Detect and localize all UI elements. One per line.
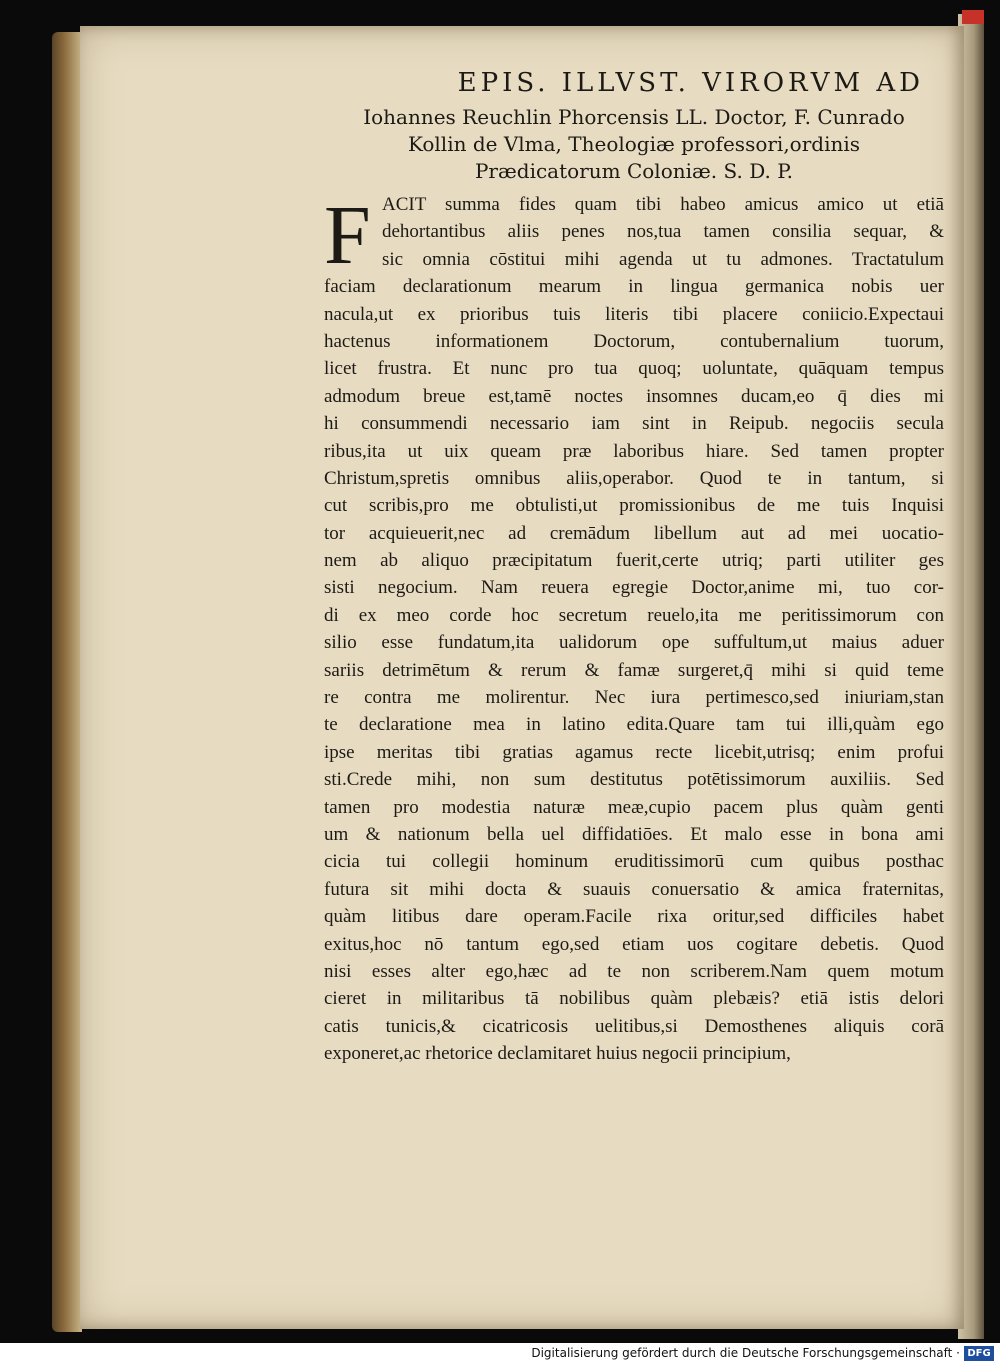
body-line: nacula,ut ex prioribus tuis literis tibi placere coniicio.Expectaui [324,303,944,325]
letter-heading [324,104,944,185]
body-line: futura sit mihi docta & suauis conuersatio & amica fraternitas, [324,878,944,900]
letter-body [324,191,944,1068]
body-line: ribus,ita ut uix queam præ laboribus hiare. Sed tamen propter [324,440,944,462]
body-line: sariis detrimētum & rerum & famæ surgeret,q̄ mihi si quid teme [324,659,944,681]
body-line: hi consummendi necessario iam sint in Reipub. negociis secula [324,413,944,435]
body-line: catis tunicis,& cicatricosis uelitibus,si Demosthenes aliquis corā [324,1015,944,1037]
body-line: licet frustra. Et nunc pro tua quoq; uoluntate, quāquam tempus [324,358,944,380]
body-line: nisi esses alter ego,hæc ad te non scriberem.Nam quem motum [324,960,944,982]
body-line: sic omnia cōstitui mihi agenda ut tu admones. Tractatulum [382,248,944,270]
body-line: um & nationum bella uel diffidatiōes. Et malo esse in bona ami [324,823,944,845]
drop-cap-initial: F [324,189,371,282]
footer-bar [0,1343,1000,1365]
book-edge-left [52,32,82,1332]
body-line: faciam declarationum mearum in lingua germanica nobis uer [324,276,944,298]
running-head: EPIS. ILLVST. VIRORVM AD [457,68,924,98]
body-line: sti.Crede mihi, non sum destitutus potētissimorum auxiliis. Sed [324,769,944,791]
body-line: cieret in militaribus tā nobilibus quàm plebæis? etiā istis delori [324,988,944,1010]
heading-line: Prædicatorum Coloniæ. S. D. P. [474,159,794,183]
body-line: di ex meo corde hoc secretum reuelo,ita me peritissimorum con [324,604,944,626]
body-line: ipse meritas tibi gratias agamus recte licebit,utrisq; enim profui [324,741,944,763]
body-line: ACIT summa fides quam tibi habeo amicus amico ut etiā [382,194,944,215]
color-tab-marker [962,10,984,24]
funding-credit: Digitalisierung gefördert durch die Deutsche Forschungsgemeinschaft · [531,1346,960,1360]
body-line: nem ab aliquo præcipitatum fuerit,certe utriq; parti utiliter ges [324,550,944,572]
body-line: admodum breue est,tamē noctes insomnes ducam,eo q̄ dies mi [324,385,944,407]
heading-line: Kollin de Vlma, Theologiæ professori,ordinis [407,132,861,156]
body-line: tor acquieuerit,nec ad cremādum libellum aut ad mei uocatio- [324,522,944,544]
heading-line: Iohannes Reuchlin Phorcensis LL. Doctor, F. Cunrado [363,105,905,129]
body-line: dehortantibus aliis penes nos,tua tamen consilia sequar, & [382,221,944,243]
body-line: cicia tui collegii hominum eruditissimorū cum quibus posthac [324,851,944,873]
body-line: hactenus informationem Doctorum, contubernalium tuorum, [324,330,944,352]
text-block [324,66,944,1068]
body-line: silio esse fundatum,ita ualidorum ope suffultum,ut maius aduer [324,632,944,654]
body-line: re contra me molirentur. Nec iura pertimesco,sed iniuriam,stan [324,687,944,709]
body-line: exitus,hoc nō tantum ego,sed etiam uos cogitare debetis. Quod [324,933,944,955]
book-page [80,26,964,1329]
body-line: te declaratione mea in latino edita.Quare tam tui illi,quàm ego [324,714,944,736]
body-line: Christum,spretis omnibus aliis,operabor. Quod te in tantum, si [324,467,944,489]
body-line: exponeret,ac rhetorice declamitaret huius negocii principium, [324,1043,791,1065]
body-line: tamen pro modestia naturæ meæ,cupio pacem plus quàm genti [324,796,944,818]
body-line: sisti negocium. Nam reuera egregie Doctor,anime mi, tuo cor- [324,577,944,599]
body-line: quàm litibus dare operam.Facile rixa oritur,sed difficiles habet [324,906,944,928]
dfg-logo: DFG [964,1346,994,1361]
body-line: cut scribis,pro me obtulisti,ut promissionibus de me tuis Inquisi [324,495,944,517]
